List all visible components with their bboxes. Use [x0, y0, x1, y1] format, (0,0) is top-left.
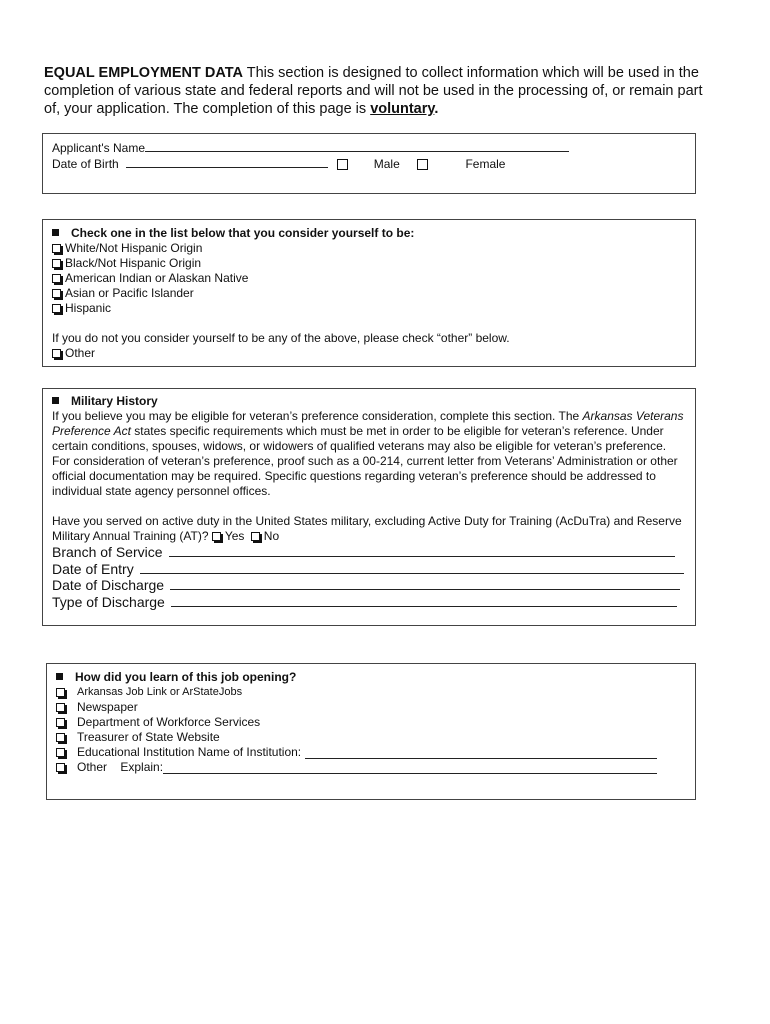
source-option-1: Newspaper	[77, 700, 138, 714]
job-source-section	[46, 663, 696, 800]
race-checkbox-1[interactable]	[52, 259, 61, 268]
yes-label: Yes	[224, 529, 245, 543]
entry-date-label: Date of Entry	[52, 560, 134, 577]
discharge-type-field[interactable]	[171, 595, 677, 607]
source-checkbox-5[interactable]	[56, 763, 65, 772]
discharge-type-label: Type of Discharge	[52, 593, 165, 610]
entry-date-field[interactable]	[140, 562, 684, 574]
applicant-name-label: Applicant's Name	[52, 141, 145, 155]
bullet-icon	[52, 397, 59, 404]
bullet-icon	[52, 229, 59, 236]
race-option-0: White/Not Hispanic Origin	[65, 241, 203, 255]
intro-title: EQUAL EMPLOYMENT DATA	[44, 65, 243, 81]
race-option-2: American Indian or Alaskan Native	[65, 271, 249, 285]
military-section	[42, 388, 696, 626]
race-other-note: If you do not you consider yourself to be any of the above, please check “other” below.	[52, 331, 510, 345]
military-para-text-2: states specific requirements which must be met in order to be eligible for veteran’s reference. Under certain conditions, spouses, widows, or widowers of qualified veterans may also be eligible for veteran’s preference. For consideration of veteran’s preference, proof such as a 00-214, current letter from Veterans’ Administration or other official documentation may be required. Specific questions regarding veteran’s preference should be addressed to individual state agency personnel offices.	[52, 424, 678, 498]
military-act-name: Arkansas Veterans Preference Act	[52, 409, 684, 438]
no-checkbox[interactable]	[251, 532, 260, 541]
no-label: No	[263, 529, 280, 543]
military-question: Have you served on active duty in the United States military, excluding Active Duty for Training (AcDuTra) and Reserve Military Annual Training (AT)?	[52, 514, 682, 543]
source-option-4: Educational Institution Name of Institution:	[77, 745, 302, 759]
branch-label: Branch of Service	[52, 544, 163, 560]
military-question-line	[52, 514, 686, 544]
race-option-1: Black/Not Hispanic Origin	[65, 256, 202, 270]
branch-field[interactable]	[169, 545, 675, 557]
male-checkbox[interactable]	[337, 159, 348, 170]
institution-field[interactable]	[305, 747, 657, 759]
source-option-2: Department of Workforce Services	[77, 715, 261, 729]
female-checkbox[interactable]	[417, 159, 428, 170]
race-option-4: Hispanic	[65, 301, 112, 315]
source-checkbox-3[interactable]	[56, 733, 65, 742]
source-checkbox-2[interactable]	[56, 718, 65, 727]
intro-period: .	[434, 101, 439, 117]
explain-field[interactable]	[163, 762, 657, 774]
race-checkbox-2[interactable]	[52, 274, 61, 283]
race-option-3: Asian or Pacific Islander	[65, 286, 194, 300]
source-option-5: Other Explain:	[77, 760, 164, 774]
intro-text: This section is designed to collect information which will be used in the completion of various state and federal reports and will not be used in the processing of, or remain part of, your application. The completion of this page is	[44, 65, 703, 117]
applicant-section	[42, 133, 696, 194]
source-checkbox-0[interactable]	[56, 688, 65, 697]
race-other-label: Other	[65, 346, 96, 360]
male-label: Male	[373, 157, 400, 171]
dob-label: Date of Birth	[52, 157, 119, 171]
race-checkbox-3[interactable]	[52, 289, 61, 298]
military-paragraph	[52, 409, 686, 499]
military-header: Military History	[71, 394, 158, 408]
bullet-icon	[56, 673, 63, 680]
race-header: Check one in the list below that you consider yourself to be:	[71, 226, 415, 240]
source-option-3: Treasurer of State Website	[77, 730, 220, 744]
female-label: Female	[465, 157, 506, 171]
discharge-date-field[interactable]	[170, 578, 680, 590]
race-checkbox-4[interactable]	[52, 304, 61, 313]
military-para-text-1: If you believe you may be eligible for veteran’s preference consideration, complete this section. The	[52, 409, 583, 423]
race-section	[42, 219, 696, 367]
source-checkbox-4[interactable]	[56, 748, 65, 757]
voluntary-text: voluntary	[370, 101, 435, 117]
source-option-0: Arkansas Job Link or ArStateJobs	[77, 686, 243, 698]
intro-paragraph	[44, 64, 704, 118]
discharge-date-label: Date of Discharge	[52, 577, 165, 593]
yes-checkbox[interactable]	[212, 532, 221, 541]
source-header: How did you learn of this job opening?	[75, 670, 297, 684]
source-checkbox-1[interactable]	[56, 703, 65, 712]
race-checkbox-0[interactable]	[52, 244, 61, 253]
dob-field[interactable]	[126, 156, 328, 168]
applicant-name-field[interactable]	[145, 140, 569, 152]
race-other-checkbox[interactable]	[52, 349, 61, 358]
